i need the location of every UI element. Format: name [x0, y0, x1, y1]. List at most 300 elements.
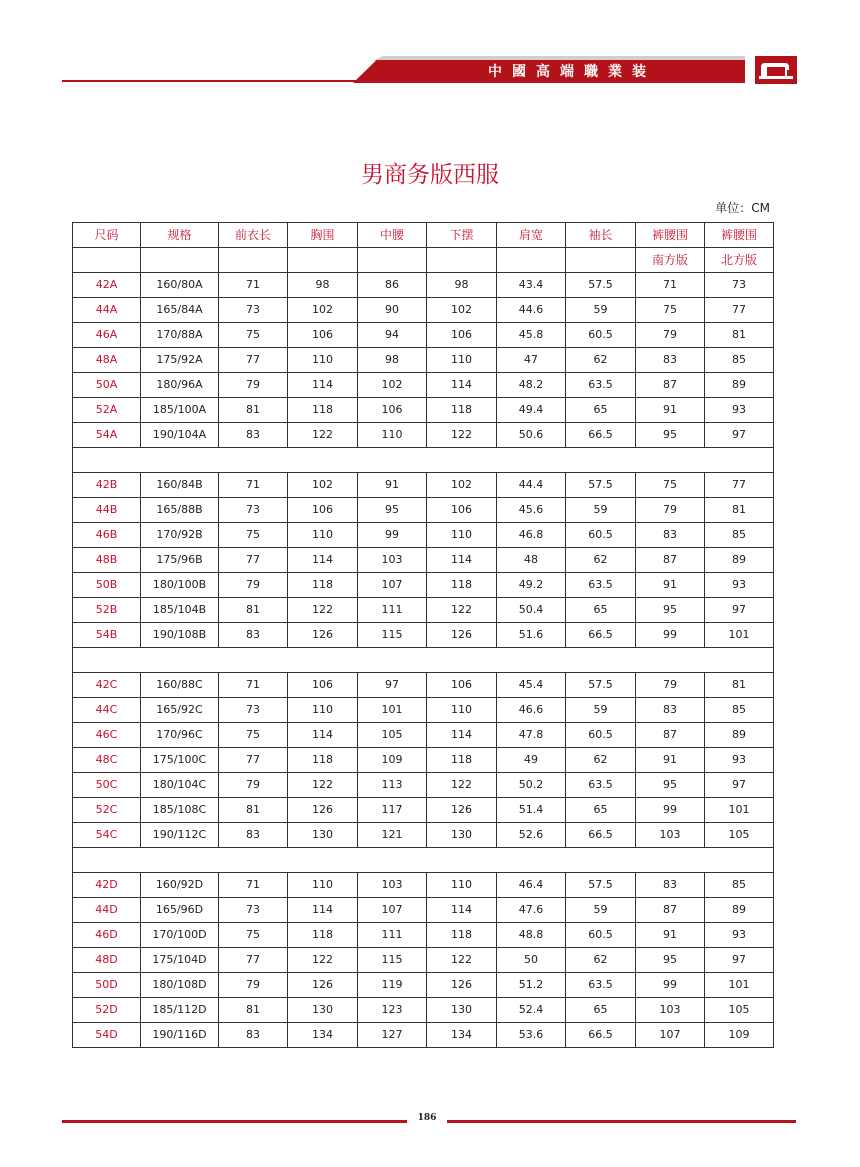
table-cell: 95 — [636, 773, 705, 798]
table-cell: 160/92D — [141, 873, 219, 898]
size-code-cell: 54D — [73, 1023, 141, 1048]
table-cell: 126 — [288, 973, 358, 998]
size-code-cell: 50C — [73, 773, 141, 798]
table-cell: 99 — [636, 623, 705, 648]
group-separator-row — [73, 648, 774, 673]
table-cell: 83 — [636, 873, 705, 898]
table-cell: 118 — [427, 748, 497, 773]
table-cell: 122 — [427, 598, 497, 623]
table-cell: 102 — [427, 473, 497, 498]
table-cell: 109 — [358, 748, 427, 773]
table-cell: 48.8 — [497, 923, 566, 948]
table-cell: 81 — [219, 598, 288, 623]
table-cell: 44.4 — [497, 473, 566, 498]
table-cell: 73 — [219, 898, 288, 923]
table-row — [73, 298, 774, 323]
table-cell: 94 — [358, 323, 427, 348]
table-cell: 46.6 — [497, 698, 566, 723]
table-cell: 75 — [219, 323, 288, 348]
table-cell: 62 — [566, 348, 636, 373]
table-row — [73, 498, 774, 523]
table-cell: 45.8 — [497, 323, 566, 348]
table-cell: 185/104B — [141, 598, 219, 623]
table-cell: 175/92A — [141, 348, 219, 373]
table-cell: 85 — [705, 873, 774, 898]
unit-label: 单位：CM — [715, 201, 770, 215]
table-row — [73, 798, 774, 823]
table-row — [73, 673, 774, 698]
table-cell: 121 — [358, 823, 427, 848]
table-cell: 160/88C — [141, 673, 219, 698]
table-cell: 77 — [705, 473, 774, 498]
table-cell: 118 — [427, 923, 497, 948]
table-row — [73, 373, 774, 398]
table-cell: 102 — [288, 298, 358, 323]
table-cell: 130 — [427, 998, 497, 1023]
table-cell: 79 — [636, 498, 705, 523]
table-cell: 110 — [427, 698, 497, 723]
table-cell: 63.5 — [566, 373, 636, 398]
size-code-cell: 54A — [73, 423, 141, 448]
table-cell: 71 — [219, 473, 288, 498]
size-code-cell: 48C — [73, 748, 141, 773]
table-cell: 175/100C — [141, 748, 219, 773]
table-cell: 180/96A — [141, 373, 219, 398]
table-cell: 118 — [288, 923, 358, 948]
size-code-cell: 42D — [73, 873, 141, 898]
size-code-cell: 46C — [73, 723, 141, 748]
table-row — [73, 573, 774, 598]
table-row — [73, 873, 774, 898]
table-cell: 65 — [566, 598, 636, 623]
table-cell: 46.4 — [497, 873, 566, 898]
table-cell: 110 — [427, 523, 497, 548]
header-cell: 前衣长 — [219, 223, 288, 248]
table-cell: 165/84A — [141, 298, 219, 323]
table-cell: 111 — [358, 923, 427, 948]
table-cell: 102 — [358, 373, 427, 398]
table-cell: 114 — [288, 723, 358, 748]
table-cell: 118 — [288, 398, 358, 423]
table-cell: 110 — [358, 423, 427, 448]
table-cell: 86 — [358, 273, 427, 298]
table-cell: 118 — [427, 398, 497, 423]
table-cell: 79 — [219, 573, 288, 598]
header-cell: 规格 — [141, 223, 219, 248]
table-cell: 85 — [705, 348, 774, 373]
table-cell: 62 — [566, 548, 636, 573]
page-number: 186 — [417, 1113, 437, 1123]
page-title: 男商务版西服 — [361, 162, 499, 188]
table-cell: 106 — [427, 673, 497, 698]
table-cell: 97 — [705, 948, 774, 973]
table-cell: 110 — [427, 348, 497, 373]
table-cell: 49 — [497, 748, 566, 773]
size-code-cell: 42A — [73, 273, 141, 298]
table-cell: 105 — [358, 723, 427, 748]
subheader-cell — [141, 248, 219, 273]
table-cell: 91 — [636, 923, 705, 948]
table-cell: 122 — [427, 773, 497, 798]
table-cell: 59 — [566, 698, 636, 723]
size-code-cell: 54B — [73, 623, 141, 648]
table-cell: 79 — [219, 773, 288, 798]
header-cell: 裤腰围 — [636, 223, 705, 248]
table-subheader-row — [73, 248, 774, 273]
size-code-cell: 44C — [73, 698, 141, 723]
table-cell: 114 — [288, 373, 358, 398]
table-cell: 190/108B — [141, 623, 219, 648]
table-cell: 81 — [219, 398, 288, 423]
table-cell: 122 — [288, 423, 358, 448]
table-cell: 51.4 — [497, 798, 566, 823]
subheader-cell — [358, 248, 427, 273]
table-cell: 75 — [636, 298, 705, 323]
table-cell: 43.4 — [497, 273, 566, 298]
table-cell: 105 — [705, 823, 774, 848]
table-cell: 52.4 — [497, 998, 566, 1023]
table-cell: 114 — [427, 898, 497, 923]
table-cell: 93 — [705, 748, 774, 773]
table-cell: 75 — [219, 723, 288, 748]
table-cell: 130 — [288, 823, 358, 848]
table-cell: 165/92C — [141, 698, 219, 723]
table-cell: 122 — [288, 948, 358, 973]
size-code-cell: 52A — [73, 398, 141, 423]
table-cell: 101 — [705, 798, 774, 823]
table-cell: 71 — [636, 273, 705, 298]
table-cell: 117 — [358, 798, 427, 823]
table-cell: 52.6 — [497, 823, 566, 848]
table-row — [73, 923, 774, 948]
table-cell: 77 — [219, 548, 288, 573]
size-code-cell: 46B — [73, 523, 141, 548]
table-cell: 66.5 — [566, 623, 636, 648]
table-cell: 45.6 — [497, 498, 566, 523]
table-cell: 185/100A — [141, 398, 219, 423]
table-cell: 53.6 — [497, 1023, 566, 1048]
table-cell: 185/112D — [141, 998, 219, 1023]
table-cell: 75 — [219, 923, 288, 948]
table-row — [73, 973, 774, 998]
table-cell: 170/96C — [141, 723, 219, 748]
table-row — [73, 398, 774, 423]
table-cell: 97 — [705, 773, 774, 798]
size-code-cell: 48B — [73, 548, 141, 573]
table-cell: 65 — [566, 398, 636, 423]
table-cell: 87 — [636, 373, 705, 398]
table-cell: 114 — [427, 373, 497, 398]
table-cell: 165/96D — [141, 898, 219, 923]
table-cell: 79 — [219, 373, 288, 398]
size-code-cell: 52B — [73, 598, 141, 623]
table-cell: 73 — [219, 298, 288, 323]
table-cell: 79 — [636, 323, 705, 348]
header-cell: 袖长 — [566, 223, 636, 248]
table-cell: 47.8 — [497, 723, 566, 748]
table-cell: 101 — [358, 698, 427, 723]
table-cell: 101 — [705, 973, 774, 998]
table-row — [73, 423, 774, 448]
table-cell: 95 — [636, 948, 705, 973]
table-cell: 50 — [497, 948, 566, 973]
table-cell: 50.6 — [497, 423, 566, 448]
table-cell: 110 — [288, 523, 358, 548]
subheader-cell — [219, 248, 288, 273]
size-code-cell: 52D — [73, 998, 141, 1023]
table-cell: 165/88B — [141, 498, 219, 523]
table-cell: 103 — [358, 548, 427, 573]
table-row — [73, 473, 774, 498]
table-cell: 98 — [358, 348, 427, 373]
table-cell: 118 — [288, 748, 358, 773]
table-cell: 83 — [219, 423, 288, 448]
table-cell: 160/84B — [141, 473, 219, 498]
table-cell: 49.4 — [497, 398, 566, 423]
table-cell: 123 — [358, 998, 427, 1023]
size-code-cell: 42B — [73, 473, 141, 498]
subheader-cell — [427, 248, 497, 273]
table-cell: 63.5 — [566, 973, 636, 998]
table-cell: 95 — [636, 598, 705, 623]
size-code-cell: 46D — [73, 923, 141, 948]
table-cell: 71 — [219, 873, 288, 898]
table-row — [73, 998, 774, 1023]
table-cell: 60.5 — [566, 523, 636, 548]
footer-rule-left — [62, 1120, 407, 1123]
table-cell: 45.4 — [497, 673, 566, 698]
table-cell: 81 — [219, 998, 288, 1023]
table-cell: 65 — [566, 798, 636, 823]
table-cell: 127 — [358, 1023, 427, 1048]
table-cell: 113 — [358, 773, 427, 798]
table-cell: 122 — [427, 948, 497, 973]
table-cell: 109 — [705, 1023, 774, 1048]
subheader-cell: 北方版 — [705, 248, 774, 273]
table-cell: 110 — [288, 698, 358, 723]
table-cell: 81 — [219, 798, 288, 823]
size-code-cell: 44D — [73, 898, 141, 923]
table-cell: 83 — [219, 1023, 288, 1048]
table-cell: 91 — [636, 398, 705, 423]
separator-cell — [73, 648, 774, 673]
table-cell: 110 — [427, 873, 497, 898]
table-cell: 122 — [288, 598, 358, 623]
table-cell: 115 — [358, 623, 427, 648]
table-cell: 62 — [566, 948, 636, 973]
table-row — [73, 948, 774, 973]
size-table — [72, 222, 774, 1048]
table-cell: 90 — [358, 298, 427, 323]
table-cell: 95 — [358, 498, 427, 523]
table-cell: 110 — [288, 348, 358, 373]
table-cell: 60.5 — [566, 723, 636, 748]
table-row — [73, 523, 774, 548]
table-cell: 103 — [358, 873, 427, 898]
table-cell: 57.5 — [566, 873, 636, 898]
table-cell: 114 — [427, 548, 497, 573]
table-cell: 60.5 — [566, 323, 636, 348]
table-cell: 51.2 — [497, 973, 566, 998]
table-cell: 85 — [705, 698, 774, 723]
table-cell: 122 — [288, 773, 358, 798]
table-cell: 89 — [705, 723, 774, 748]
size-code-cell: 44B — [73, 498, 141, 523]
table-cell: 97 — [358, 673, 427, 698]
table-row — [73, 898, 774, 923]
table-cell: 106 — [427, 323, 497, 348]
table-cell: 106 — [427, 498, 497, 523]
table-cell: 59 — [566, 498, 636, 523]
table-cell: 134 — [427, 1023, 497, 1048]
table-cell: 71 — [219, 673, 288, 698]
table-cell: 89 — [705, 373, 774, 398]
table-cell: 51.6 — [497, 623, 566, 648]
table-cell: 48 — [497, 548, 566, 573]
table-cell: 73 — [219, 698, 288, 723]
table-header-row — [73, 223, 774, 248]
table-cell: 47.6 — [497, 898, 566, 923]
table-cell: 106 — [288, 673, 358, 698]
table-row — [73, 698, 774, 723]
size-code-cell: 50A — [73, 373, 141, 398]
table-row — [73, 1023, 774, 1048]
table-cell: 77 — [219, 748, 288, 773]
size-code-cell: 46A — [73, 323, 141, 348]
table-cell: 87 — [636, 548, 705, 573]
table-cell: 89 — [705, 898, 774, 923]
table-cell: 77 — [219, 948, 288, 973]
table-cell: 175/96B — [141, 548, 219, 573]
table-cell: 44.6 — [497, 298, 566, 323]
table-cell: 81 — [705, 498, 774, 523]
table-cell: 130 — [427, 823, 497, 848]
table-cell: 66.5 — [566, 823, 636, 848]
table-cell: 59 — [566, 298, 636, 323]
header-cell: 裤腰围 — [705, 223, 774, 248]
header-cell: 中腰 — [358, 223, 427, 248]
table-cell: 114 — [288, 548, 358, 573]
table-cell: 99 — [636, 798, 705, 823]
table-cell: 118 — [427, 573, 497, 598]
table-cell: 107 — [358, 898, 427, 923]
sewing-machine-logo-icon — [755, 56, 797, 84]
table-cell: 75 — [636, 473, 705, 498]
table-cell: 79 — [219, 973, 288, 998]
table-cell: 170/92B — [141, 523, 219, 548]
table-cell: 126 — [427, 798, 497, 823]
table-cell: 66.5 — [566, 1023, 636, 1048]
table-cell: 106 — [288, 323, 358, 348]
table-cell: 91 — [636, 748, 705, 773]
brand-text: 中國高端職業装 — [488, 64, 656, 80]
table-cell: 81 — [705, 673, 774, 698]
table-cell: 102 — [427, 298, 497, 323]
table-cell: 66.5 — [566, 423, 636, 448]
table-cell: 93 — [705, 398, 774, 423]
table-cell: 79 — [636, 673, 705, 698]
subheader-cell — [73, 248, 141, 273]
header-cell: 尺码 — [73, 223, 141, 248]
table-cell: 190/116D — [141, 1023, 219, 1048]
table-cell: 57.5 — [566, 473, 636, 498]
table-cell: 130 — [288, 998, 358, 1023]
table-cell: 83 — [636, 348, 705, 373]
table-cell: 106 — [358, 398, 427, 423]
table-cell: 99 — [636, 973, 705, 998]
table-cell: 170/88A — [141, 323, 219, 348]
table-cell: 126 — [427, 623, 497, 648]
table-cell: 83 — [219, 823, 288, 848]
table-cell: 83 — [636, 523, 705, 548]
table-cell: 81 — [705, 323, 774, 348]
group-separator-row — [73, 448, 774, 473]
table-cell: 114 — [288, 898, 358, 923]
table-cell: 50.2 — [497, 773, 566, 798]
table-cell: 126 — [427, 973, 497, 998]
table-cell: 105 — [705, 998, 774, 1023]
table-cell: 77 — [219, 348, 288, 373]
table-cell: 175/104D — [141, 948, 219, 973]
table-cell: 180/108D — [141, 973, 219, 998]
table-row — [73, 323, 774, 348]
table-cell: 97 — [705, 423, 774, 448]
group-separator-row — [73, 848, 774, 873]
table-cell: 126 — [288, 798, 358, 823]
table-cell: 160/80A — [141, 273, 219, 298]
table-cell: 73 — [219, 498, 288, 523]
table-cell: 107 — [358, 573, 427, 598]
table-cell: 122 — [427, 423, 497, 448]
subheader-cell — [497, 248, 566, 273]
table-cell: 93 — [705, 573, 774, 598]
table-cell: 75 — [219, 523, 288, 548]
table-cell: 107 — [636, 1023, 705, 1048]
footer-rule-right — [447, 1120, 796, 1123]
size-code-cell: 48D — [73, 948, 141, 973]
table-row — [73, 273, 774, 298]
table-cell: 119 — [358, 973, 427, 998]
header-cell: 胸围 — [288, 223, 358, 248]
table-cell: 87 — [636, 898, 705, 923]
table-cell: 59 — [566, 898, 636, 923]
table-row — [73, 548, 774, 573]
table-cell: 97 — [705, 598, 774, 623]
table-cell: 103 — [636, 823, 705, 848]
table-cell: 170/100D — [141, 923, 219, 948]
separator-cell — [73, 848, 774, 873]
table-cell: 49.2 — [497, 573, 566, 598]
table-row — [73, 348, 774, 373]
table-cell: 126 — [288, 623, 358, 648]
table-cell: 71 — [219, 273, 288, 298]
table-cell: 57.5 — [566, 273, 636, 298]
table-cell: 98 — [288, 273, 358, 298]
header-cell: 下摆 — [427, 223, 497, 248]
table-cell: 134 — [288, 1023, 358, 1048]
table-cell: 83 — [219, 623, 288, 648]
table-cell: 111 — [358, 598, 427, 623]
table-cell: 95 — [636, 423, 705, 448]
table-cell: 106 — [288, 498, 358, 523]
table-row — [73, 598, 774, 623]
table-cell: 91 — [358, 473, 427, 498]
table-cell: 85 — [705, 523, 774, 548]
table-cell: 190/104A — [141, 423, 219, 448]
table-cell: 103 — [636, 998, 705, 1023]
size-code-cell: 48A — [73, 348, 141, 373]
table-cell: 102 — [288, 473, 358, 498]
